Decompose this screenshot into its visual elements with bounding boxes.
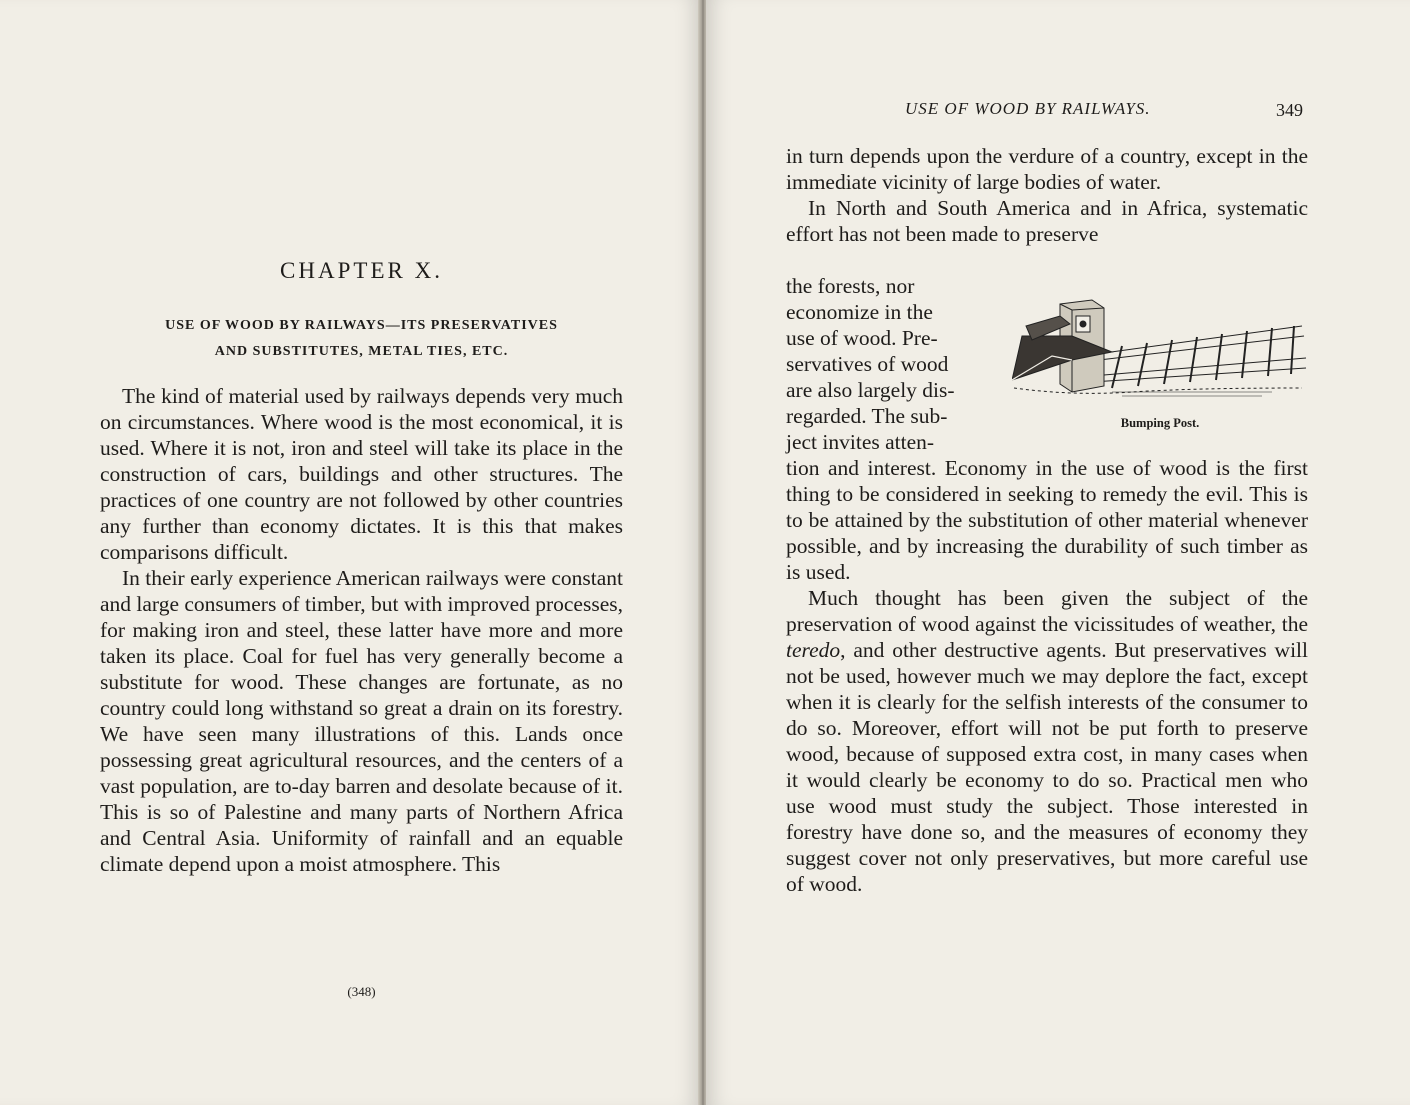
subtitle-line-1: USE OF WOOD BY RAILWAYS—ITS PRESERVATIVES <box>165 318 558 333</box>
continuation-paragraph: in turn depends upon the verdure of a country, except in the immediate vicinity of large bodies of water. <box>786 144 1308 194</box>
wrap-line: economize in the <box>786 300 933 324</box>
chapter-title: CHAPTER X. <box>280 258 443 283</box>
left-page <box>0 0 700 1105</box>
page-number-right: 349 <box>1276 100 1303 120</box>
page-number-left: (348) <box>347 984 376 999</box>
paragraph: The kind of material used by railways depends very much on circumstances. Where wood is the most economical, it is used. Where it is not, iron and steel will take its place in the construction of cars, buildings and other structures. The practices of one country are not followed by other countries any further than economy dictates. It is this that makes comparisons difficult. <box>100 384 623 564</box>
paragraph: tion and interest. Economy in the use of wood is the first thing to be considered in seeking to remedy the evil. This is to be attained by the substitution of other material whenever possible, and by increasing the durability of such timber as is used. <box>786 456 1308 584</box>
left-body-text <box>100 383 623 877</box>
wrap-line: regarded. The sub- <box>786 404 948 428</box>
paragraph <box>786 585 1308 897</box>
wrap-line: use of wood. Pre- <box>786 326 938 350</box>
paragraph: In their early experience American railways were constant and large consumers of timber, but with improved processes, for making iron and steel, these latter have more and more taken its place. Coal for fuel has very generally become a substitute for wood. These changes are fortunate, as no country could long withstand so great a drain on its forestry. We have seen many illustrations of this. Lands once possessing great agricultural resources, and the centers of a vast population, are to-day barren and desolate because of it. This is so of Palestine and many parts of Northern Africa and Central Asia. Uniformity of rainfall and an equable climate depend upon a moist atmosphere. This <box>100 566 623 876</box>
wrap-line: servatives of wood <box>786 352 949 376</box>
wrapped-text-column <box>786 273 986 455</box>
right-top-text <box>786 143 1308 247</box>
wrap-line: the forests, nor <box>786 274 915 298</box>
wrap-line: are also largely dis- <box>786 378 955 402</box>
chapter-subtitle <box>100 313 623 365</box>
subtitle-line-2: AND SUBSTITUTES, METAL TIES, ETC. <box>214 344 509 359</box>
bumping-post-illustration <box>1012 296 1308 406</box>
text-run: , and other destructive agents. But preservatives will not be used, however much we may deplore the fact, except when it is clearly for the selfish interests of the consumer to do so. Moreover, effort will not be put forth to preserve wood, because of supposed extra cost, in many cases when it would clearly be economy to do so. Practical men who use wood must study the subject. Those interested in forestry have done so, and the measures of economy they suggest cover not only preservatives, but more careful use of wood. <box>786 638 1308 896</box>
italic-term: teredo <box>786 638 841 662</box>
figure-caption: Bumping Post. <box>1120 416 1200 430</box>
running-head: USE OF WOOD BY RAILWAYS. <box>905 99 1151 118</box>
right-body-text <box>786 455 1308 897</box>
text-run: Much thought has been given the subject of the preservation of wood against the vicissitudes of weather, the <box>786 586 1308 636</box>
paragraph-intro: In North and South America and in Africa, systematic effort has not been made to preserve <box>786 196 1308 246</box>
wrap-line: ject invites atten- <box>786 430 935 454</box>
